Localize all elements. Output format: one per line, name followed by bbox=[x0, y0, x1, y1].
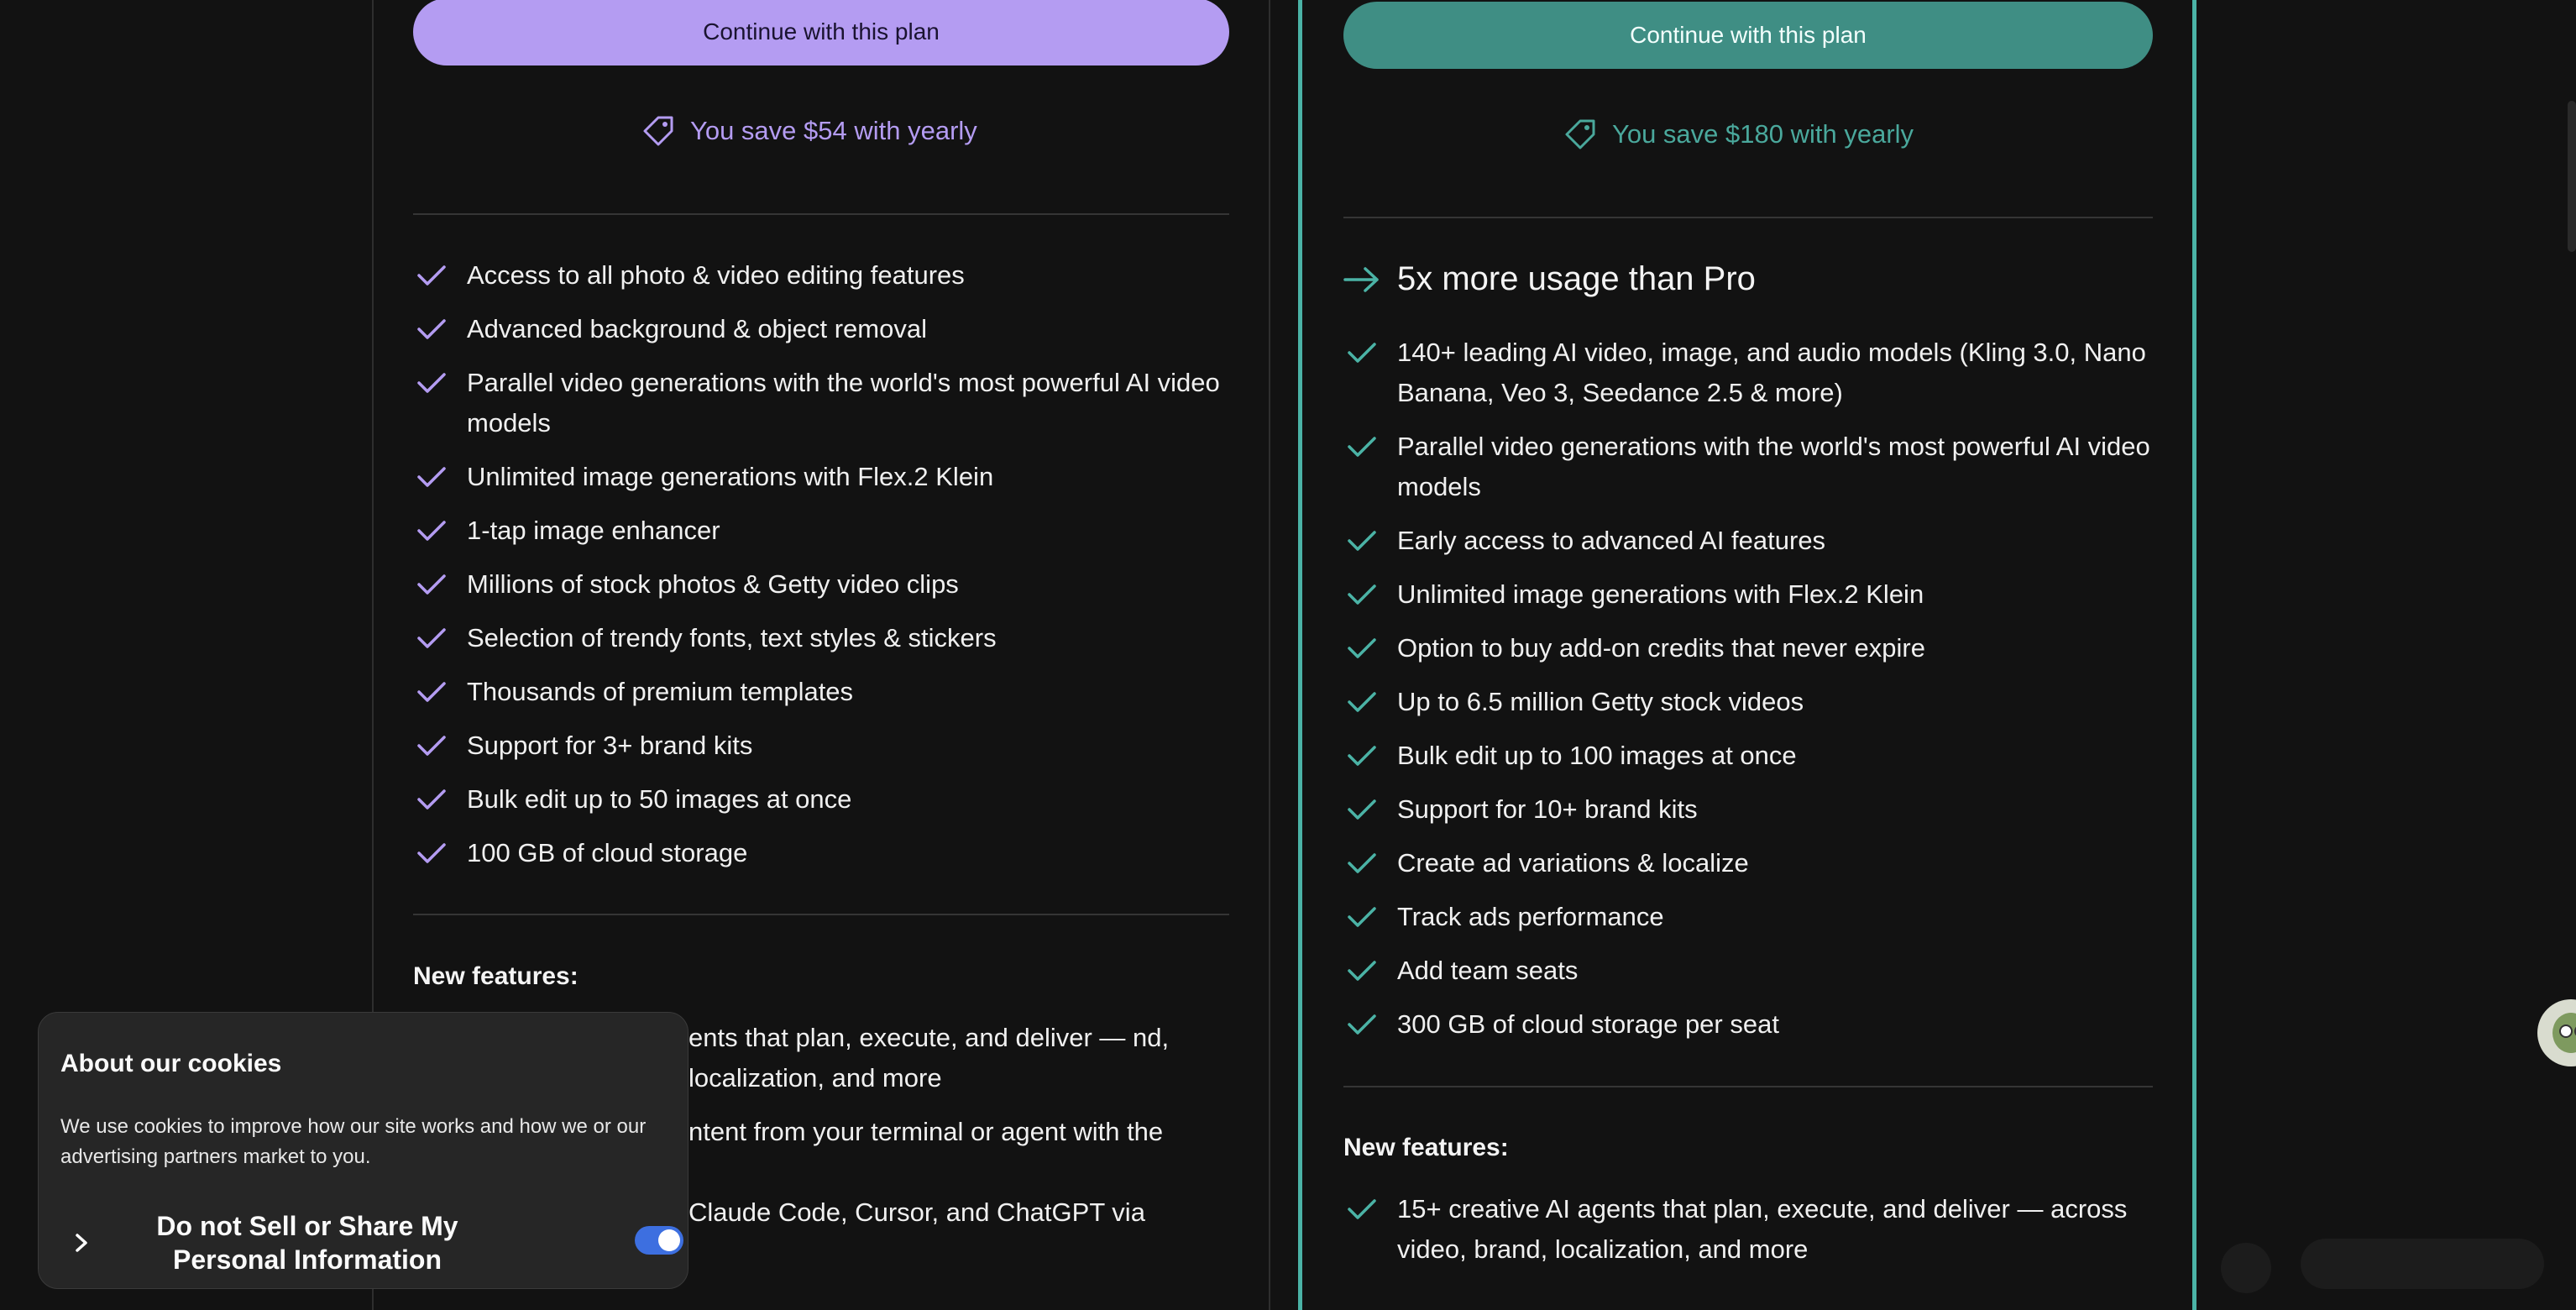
check-icon bbox=[1347, 583, 1377, 606]
arrow-right-icon bbox=[1343, 266, 1380, 293]
new-feature-item: ntent from your terminal or agent with the bbox=[689, 1117, 1164, 1146]
feature-item: Bulk edit up to 100 images at once bbox=[1343, 736, 2153, 776]
cookie-banner-body: We use cookies to improve how our site works and how we or our advertising partners market to you. bbox=[60, 1115, 647, 1168]
feature-item: Track ads performance bbox=[1343, 897, 2153, 937]
feature-item: Up to 6.5 million Getty stock videos bbox=[1343, 682, 2153, 722]
cookie-option-row[interactable] bbox=[55, 1209, 677, 1276]
cookie-option-label: Do not Sell or Share My Personal Information bbox=[156, 1211, 458, 1275]
feature-item: Parallel video generations with the world's most powerful AI video models bbox=[413, 363, 1229, 443]
new-feature-item: Claude Code, Cursor, and ChatGPT via bbox=[689, 1197, 1145, 1227]
feature-item: Parallel video generations with the world's most powerful AI video models bbox=[1343, 427, 2153, 507]
feature-item: Access to all photo & video editing features bbox=[413, 255, 1229, 296]
floating-pill-button[interactable] bbox=[2301, 1239, 2544, 1289]
feature-item: Create ad variations & localize bbox=[1343, 843, 2153, 883]
continue-plan-button-left[interactable]: Continue with this plan bbox=[413, 0, 1229, 66]
check-icon bbox=[416, 680, 447, 704]
check-icon bbox=[1347, 1197, 1377, 1221]
check-icon bbox=[416, 573, 447, 596]
divider bbox=[1343, 1086, 2153, 1087]
check-icon bbox=[416, 841, 447, 865]
feature-item: Unlimited image generations with Flex.2 Klein bbox=[1343, 574, 2153, 615]
check-icon bbox=[416, 519, 447, 542]
page-scrollbar[interactable] bbox=[2568, 101, 2576, 252]
check-icon bbox=[1347, 798, 1377, 821]
feature-item: 1-tap image enhancer bbox=[413, 511, 1229, 551]
check-icon bbox=[1347, 905, 1377, 929]
feature-item: Early access to advanced AI features bbox=[1343, 521, 2153, 561]
divider bbox=[413, 213, 1229, 215]
usage-heading-text: 5x more usage than Pro bbox=[1397, 260, 1756, 297]
feature-list-left bbox=[413, 255, 1229, 887]
new-feature-list-right bbox=[1343, 1189, 2153, 1283]
check-icon bbox=[416, 626, 447, 650]
feature-item: Advanced background & object removal bbox=[413, 309, 1229, 349]
feature-item: Bulk edit up to 50 images at once bbox=[413, 779, 1229, 820]
divider bbox=[1343, 217, 2153, 218]
divider bbox=[413, 914, 1229, 915]
check-icon bbox=[1347, 1013, 1377, 1036]
check-icon bbox=[1347, 959, 1377, 982]
toggle-knob bbox=[658, 1229, 680, 1251]
new-features-title-right: New features: bbox=[1343, 1134, 1509, 1161]
chat-assistant-button[interactable] bbox=[2537, 999, 2576, 1066]
feature-item: Support for 3+ brand kits bbox=[413, 726, 1229, 766]
savings-text-right: You save $180 with yearly bbox=[1612, 119, 1914, 149]
feature-item: 300 GB of cloud storage per seat bbox=[1343, 1004, 2153, 1045]
floating-button[interactable] bbox=[2221, 1243, 2271, 1293]
feature-item: 140+ leading AI video, image, and audio models (Kling 3.0, Nano Banana, Veo 3, Seedance 2.5 & more) bbox=[1343, 333, 2153, 413]
check-icon bbox=[416, 734, 447, 757]
continue-plan-button-right[interactable]: Continue with this plan bbox=[1343, 2, 2153, 69]
savings-note-left bbox=[640, 113, 977, 149]
feature-item: Add team seats bbox=[1343, 951, 2153, 991]
feature-item: Selection of trendy fonts, text styles & stickers bbox=[413, 618, 1229, 658]
feature-item: Support for 10+ brand kits bbox=[1343, 789, 2153, 830]
cookie-banner-title: About our cookies bbox=[60, 1050, 282, 1077]
cookie-banner bbox=[38, 1012, 689, 1289]
feature-list-right bbox=[1343, 333, 2153, 1058]
mascot-eye bbox=[2559, 1024, 2573, 1038]
feature-item: Option to buy add-on credits that never expire bbox=[1343, 628, 2153, 668]
new-features-title-left: New features: bbox=[413, 962, 579, 990]
chevron-right-icon[interactable] bbox=[72, 1231, 91, 1255]
check-icon bbox=[1347, 744, 1377, 768]
tag-icon bbox=[1562, 116, 1599, 153]
check-icon bbox=[416, 317, 447, 341]
check-icon bbox=[1347, 637, 1377, 660]
check-icon bbox=[1347, 341, 1377, 364]
feature-item: 100 GB of cloud storage bbox=[413, 833, 1229, 873]
tag-icon bbox=[640, 113, 677, 149]
check-icon bbox=[1347, 529, 1377, 553]
check-icon bbox=[416, 465, 447, 489]
new-feature-item: ents that plan, execute, and deliver — nd, localization, and more bbox=[689, 1023, 1170, 1093]
feature-item: Thousands of premium templates bbox=[413, 672, 1229, 712]
new-feature-item: 15+ creative AI agents that plan, execute, and deliver — across video, brand, localization, and more bbox=[1343, 1189, 2153, 1270]
check-icon bbox=[1347, 690, 1377, 714]
savings-note-right bbox=[1562, 116, 1914, 153]
savings-text-left: You save $54 with yearly bbox=[690, 116, 977, 145]
usage-heading bbox=[1343, 260, 1756, 298]
do-not-sell-toggle[interactable] bbox=[635, 1226, 683, 1255]
check-icon bbox=[416, 371, 447, 395]
check-icon bbox=[1347, 852, 1377, 875]
feature-item: Millions of stock photos & Getty video clips bbox=[413, 564, 1229, 605]
check-icon bbox=[416, 788, 447, 811]
check-icon bbox=[1347, 435, 1377, 458]
check-icon bbox=[416, 264, 447, 287]
feature-item: Unlimited image generations with Flex.2 Klein bbox=[413, 457, 1229, 497]
